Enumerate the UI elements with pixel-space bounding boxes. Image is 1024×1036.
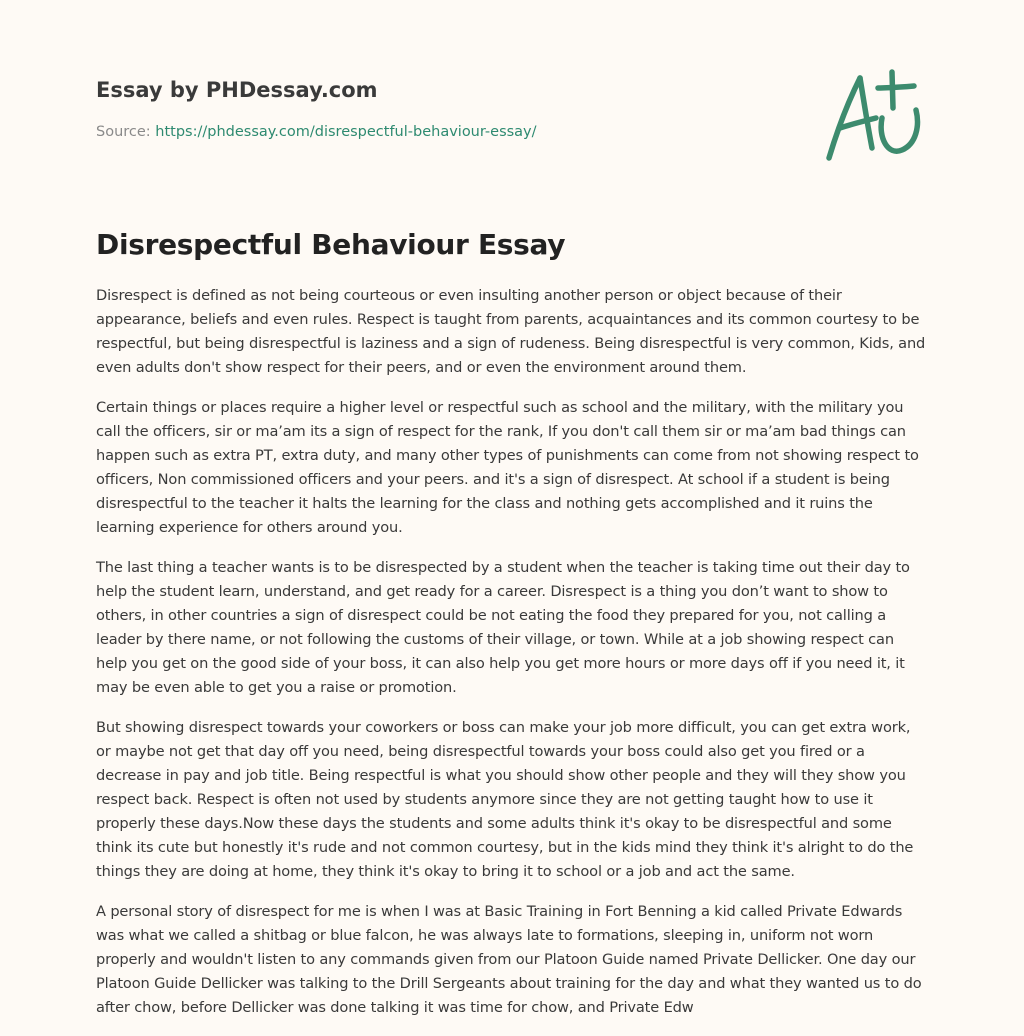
source-label: Source: [96, 124, 156, 140]
brand-title: Essay by PHDessay.com [96, 78, 378, 102]
essay-paragraph: But showing disrespect towards your coworkers or boss can make your job more difficult, you can get extra work, or maybe not get that day off you need, being disrespectful towards your boss could also get you fired or a decrease in pay and job title. Being respectful is what you should show other people and they will they show you respect back. Respect is often not used by students anymore since they are not getting taught how to use it properly these days.Now these days the students and some adults think it's okay to be disrespectful and some think its cute but honestly it's rude and not common courtesy, but in the kids mind they think it's alright to do the things they are doing at home, they think it's okay to bring it to school or a job and act the same. [96, 719, 914, 880]
essay-body [96, 284, 928, 1036]
essay-paragraph: A personal story of disrespect for me is when I was at Basic Training in Fort Benning a kid called Private Edwards was what we called a shitbag or blue falcon, he was always late to formations, sleeping in, uniform not worn properly and wouldn't listen to any commands given from our Platoon Guide named Private Dellicker. One day our Platoon Guide Dellicker was talking to the Drill Sergeants about training for the day and what they wanted us to do after chow, before Dellicker was done talking it was time for chow, and Private Edw [96, 903, 922, 1016]
essay-paragraph: The last thing a teacher wants is to be disrespected by a student when the teacher is taking time out their day to help the student learn, understand, and get ready for a career. Disrespect is a thing you don’t want to show to others, in other countries a sign of disrespect could be not eating the food they prepared for you, not calling a leader by there name, or not following the customs of their village, or town. While at a job showing respect can help you get on the good side of your boss, it can also help you get more hours or more days off if you need it, it may be even able to get you a raise or promotion. [96, 559, 910, 696]
source-line [96, 122, 796, 142]
a-plus-logo-icon [820, 66, 930, 166]
essay-paragraph: Certain things or places require a higher level or respectful such as school and the military, with the military you call the officers, sir or ma’am its a sign of respect for the rank, If you don't call them sir or ma’am bad things can happen such as extra PT, extra duty, and many other types of punishments can come from not showing respect to officers, Non commissioned officers and your peers. and it's a sign of disrespect. At school if a student is being disrespectful to the teacher it halts the learning for the class and nothing gets accomplished and it ruins the learning experience for others around you. [96, 399, 919, 536]
essay-paragraph: Disrespect is defined as not being courteous or even insulting another person or object because of their appearance, beliefs and even rules. Respect is taught from parents, acquaintances and its common courtesy to be respectful, but being disrespectful is laziness and a sign of rudeness. Being disrespectful is very common, Kids, and even adults don't show respect for their peers, and or even the environment around them. [96, 287, 926, 376]
document-header [96, 76, 796, 142]
essay-title: Disrespectful Behaviour Essay [96, 228, 566, 261]
source-link[interactable]: https://phdessay.com/disrespectful-behaviour-essay/ [155, 124, 537, 140]
